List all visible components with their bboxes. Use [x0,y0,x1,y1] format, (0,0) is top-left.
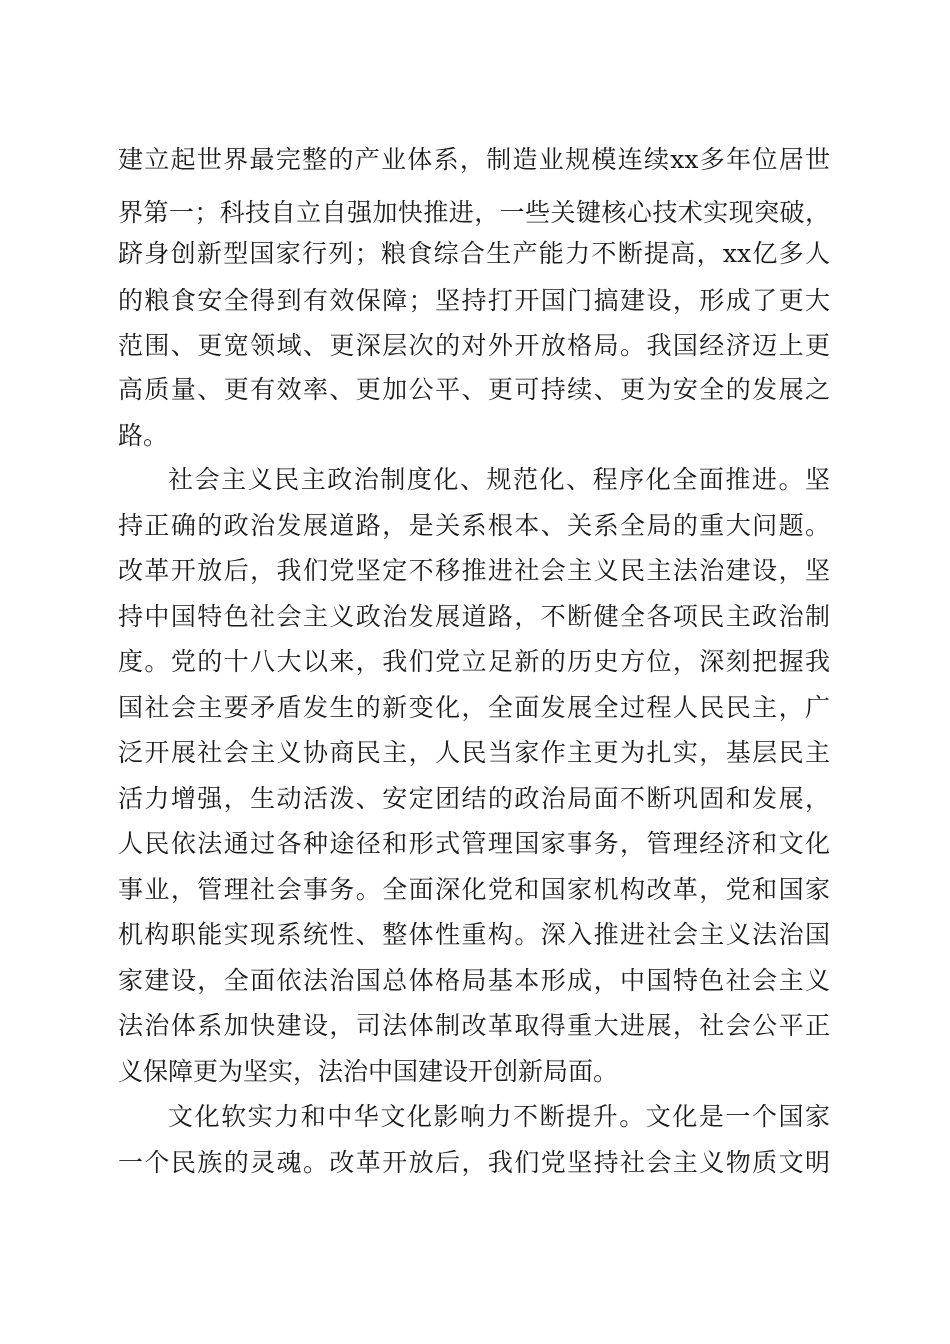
text-line: 泛开展社会主义协商民主，人民当家作主更为扎实，基层民主 [118,738,830,767]
text-line: 度。党的十八大以来，我们党立足新的历史方位，深刻把握我 [118,647,830,676]
text-line: 建立起世界最完整的产业体系，制造业规模连续xx多年位居世 [118,145,830,174]
paragraph-first-line: 社会主义民主政治制度化、规范化、程序化全面推进。坚 [168,465,830,494]
text-line: 人民依法通过各种途径和形式管理国家事务，管理经济和文化 [118,829,830,858]
text-line: 改革开放后，我们党坚定不移推进社会主义民主法治建设，坚 [118,556,830,585]
text-line: 一个民族的灵魂。改革开放后，我们党坚持社会主义物质文明 [118,1148,830,1177]
text-line: 法治体系加快建设，司法体制改革取得重大进展，社会公平正 [118,1011,830,1040]
text-line: 义保障更为坚实，法治中国建设开创新局面。 [118,1057,619,1086]
text-line: 路。 [118,421,169,450]
text-line: 事业，管理社会事务。全面深化党和国家机构改革，党和国家 [118,875,830,904]
text-line: 高质量、更有效率、更加公平、更可持续、更为安全的发展之 [118,375,830,404]
text-line: 家建设，全面依法治国总体格局基本形成，中国特色社会主义 [118,966,830,995]
text-line: 持正确的政治发展道路，是关系根本、关系全局的重大问题。 [118,511,830,540]
paragraph-first-line: 文化软实力和中华文化影响力不断提升。文化是一个国家 [168,1102,830,1131]
text-line: 的粮食安全得到有效保障；坚持打开国门搞建设，形成了更大 [118,286,830,315]
text-line: 界第一；科技自立自强加快推进，一些关键核心技术实现突破， [118,198,830,227]
text-line: 机构职能实现系统性、整体性重构。深入推进社会主义法治国 [118,920,830,949]
text-line: 范围、更宽领域、更深层次的对外开放格局。我国经济迈上更 [118,331,830,360]
text-line: 活力增强，生动活泼、安定团结的政治局面不断巩固和发展， [118,784,830,813]
text-line: 国社会主要矛盾发生的新变化，全面发展全过程人民民主，广 [118,693,830,722]
text-line: 持中国特色社会主义政治发展道路，不断健全各项民主政治制 [118,602,830,631]
text-line: 跻身创新型国家行列；粮食综合生产能力不断提高，xx亿多人 [118,239,830,268]
